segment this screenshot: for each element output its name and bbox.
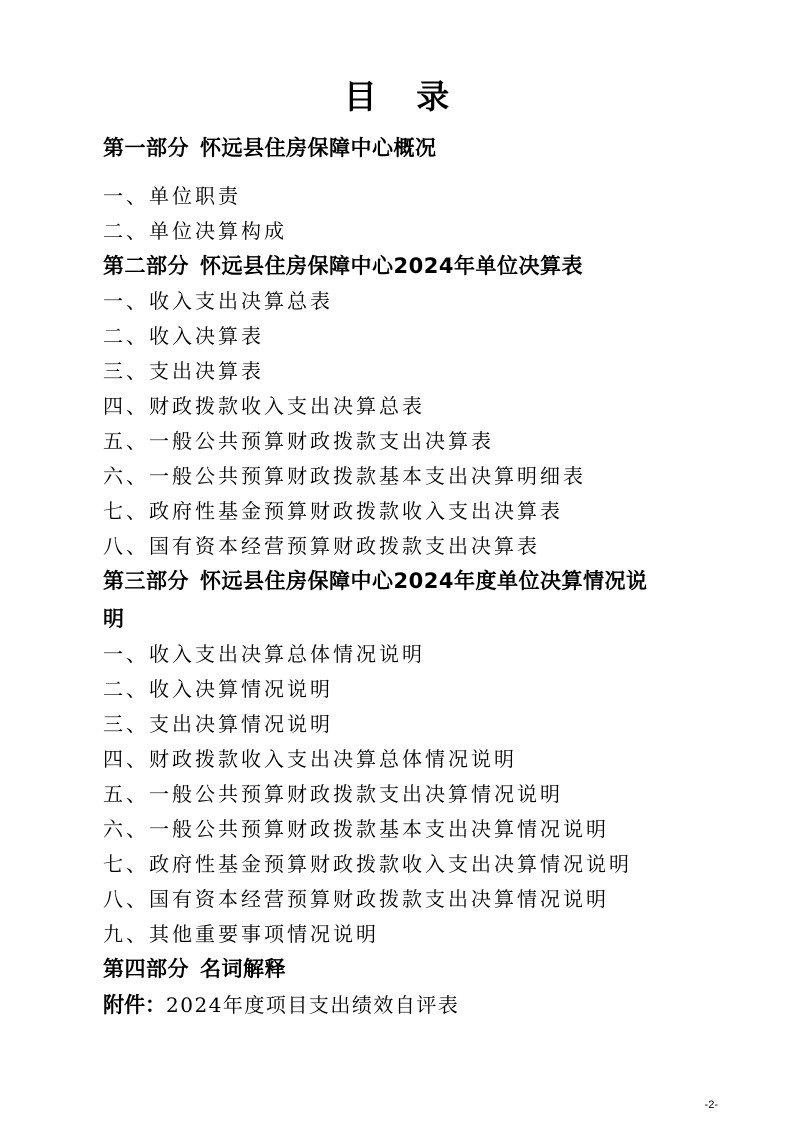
toc-item: 七、政府性基金预算财政拨款收入支出决算表 bbox=[103, 499, 563, 523]
part-title: 怀远县住房保障中心2024年度单位决算情况说 bbox=[200, 569, 648, 593]
toc-item: 九、其他重要事项情况说明 bbox=[103, 922, 379, 946]
page-number: -2- bbox=[704, 1099, 718, 1111]
attachment-text: 2024年度项目支出绩效自评表 bbox=[166, 993, 460, 1017]
part-title: 怀远县住房保障中心2024年单位决算表 bbox=[200, 254, 583, 278]
toc-part-4 bbox=[103, 951, 286, 987]
page-title: 目 录 bbox=[343, 77, 464, 116]
toc-item: 五、一般公共预算财政拨款支出决算表 bbox=[103, 429, 494, 453]
toc-item: 四、财政拨款收入支出决算总体情况说明 bbox=[103, 747, 517, 771]
part-title: 怀远县住房保障中心概况 bbox=[200, 136, 437, 160]
part-title: 名词解释 bbox=[200, 957, 286, 981]
toc-part-3 bbox=[103, 563, 647, 599]
part-prefix: 第一部分 bbox=[103, 136, 189, 160]
toc-item: 一、收入支出决算总表 bbox=[103, 289, 333, 313]
toc-item: 五、一般公共预算财政拨款支出决算情况说明 bbox=[103, 782, 563, 806]
toc-item: 二、收入决算表 bbox=[103, 324, 264, 348]
toc-item: 七、政府性基金预算财政拨款收入支出决算情况说明 bbox=[103, 852, 632, 876]
toc-item: 一、单位职责 bbox=[103, 184, 241, 208]
toc-item: 二、单位决算构成 bbox=[103, 219, 287, 243]
attachment-label: 附件： bbox=[103, 993, 166, 1017]
toc-item: 六、一般公共预算财政拨款基本支出决算明细表 bbox=[103, 464, 586, 488]
toc-item: 八、国有资本经营预算财政拨款支出决算情况说明 bbox=[103, 887, 609, 911]
toc-item: 三、支出决算表 bbox=[103, 359, 264, 383]
toc-part-3-continued: 明 bbox=[103, 607, 125, 631]
part-prefix: 第三部分 bbox=[103, 569, 189, 593]
toc-item: 一、收入支出决算总体情况说明 bbox=[103, 642, 425, 666]
toc-item: 三、支出决算情况说明 bbox=[103, 712, 333, 736]
toc-attachment bbox=[103, 987, 459, 1023]
toc-item: 二、收入决算情况说明 bbox=[103, 677, 333, 701]
part-prefix: 第四部分 bbox=[103, 957, 189, 981]
toc-item: 八、国有资本经营预算财政拨款支出决算表 bbox=[103, 534, 540, 558]
toc-item: 六、一般公共预算财政拨款基本支出决算情况说明 bbox=[103, 817, 609, 841]
toc-part-2 bbox=[103, 248, 583, 284]
toc-item: 四、财政拨款收入支出决算总表 bbox=[103, 394, 425, 418]
toc-part-1 bbox=[103, 130, 437, 166]
part-prefix: 第二部分 bbox=[103, 254, 189, 278]
